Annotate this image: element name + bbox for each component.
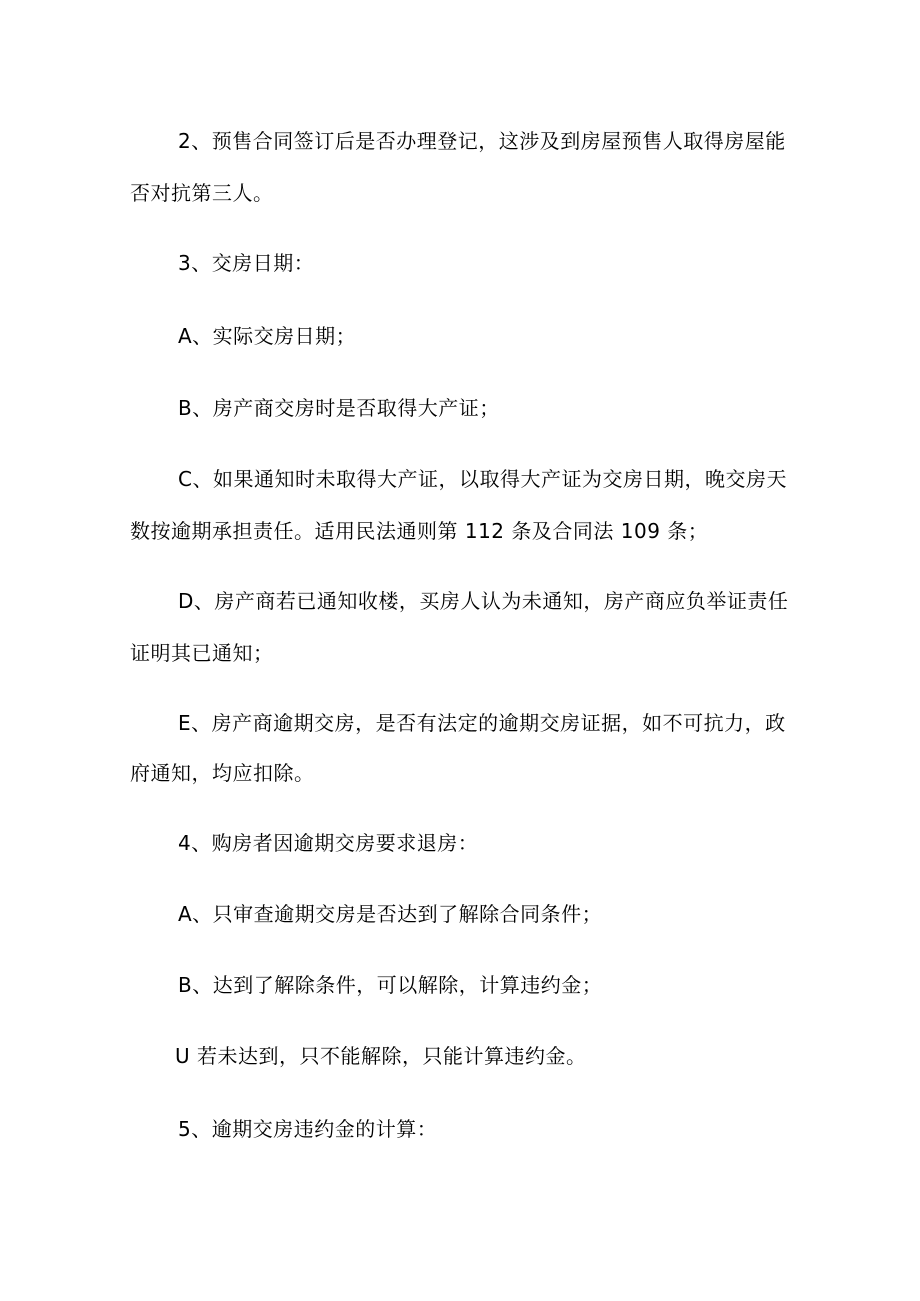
- text-line: 5、逾期交房违约金的计算：: [178, 1117, 438, 1141]
- text-line: 3、交房日期：: [178, 251, 315, 275]
- text-line: D、房产商若已通知收楼，买房人认为未通知，房产商应负举证责任: [178, 589, 789, 613]
- text-line: A、实际交房日期；: [178, 324, 357, 348]
- text-line: A、只审查逾期交房是否达到了解除合同条件；: [178, 902, 603, 926]
- text-line: 4、购房者因逾期交房要求退房：: [178, 831, 479, 855]
- text-line: U 若未达到，只不能解除，只能计算违约金。: [175, 1044, 587, 1068]
- text-line: E、房产商逾期交房，是否有法定的逾期交房证据，如不可抗力，政: [178, 711, 786, 735]
- text-line: 证明其已通知；: [130, 641, 274, 665]
- text-line: B、达到了解除条件，可以解除，计算违约金；: [178, 973, 603, 997]
- text-line: 府通知，均应扣除。: [130, 761, 315, 785]
- text-line: 否对抗第三人。: [130, 181, 274, 205]
- text-line: 2、预售合同签订后是否办理登记，这涉及到房屋预售人取得房屋能: [178, 129, 786, 153]
- text-line: C、如果通知时未取得大产证，以取得大产证为交房日期，晚交房天: [178, 467, 787, 491]
- text-line: B、房产商交房时是否取得大产证；: [178, 396, 500, 420]
- text-line: 数按逾期承担责任。适用民法通则第 112 条及合同法 109 条；: [130, 519, 709, 543]
